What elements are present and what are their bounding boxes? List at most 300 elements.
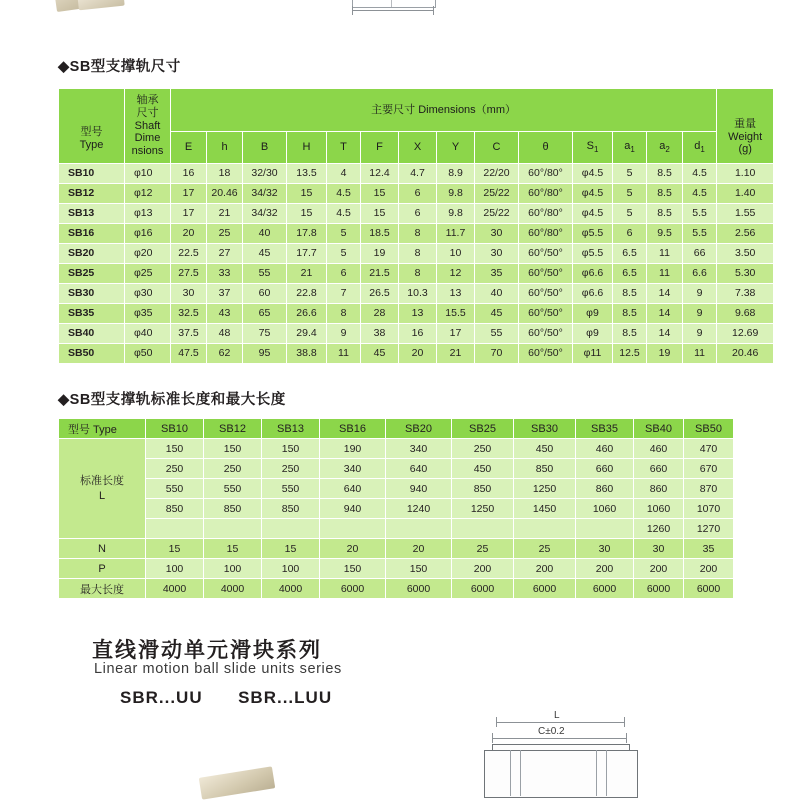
- cell-C: 35: [475, 264, 519, 284]
- drawing-inner-line-2: [520, 750, 521, 796]
- cell-length: 1240: [386, 499, 452, 519]
- cell-E: 30: [171, 284, 207, 304]
- cell-length: [514, 519, 576, 539]
- cell-B: 34/32: [243, 184, 287, 204]
- cell-X: 8: [399, 264, 437, 284]
- cell-type: SB10: [59, 164, 125, 184]
- drawing-label-L: L: [554, 710, 560, 721]
- cell-length: 550: [146, 479, 204, 499]
- th-S1: $S_1$: [573, 132, 613, 164]
- top-drawing-dimension-line: [352, 10, 434, 11]
- cell-T: 6: [327, 264, 361, 284]
- cell-P: 200: [576, 559, 634, 579]
- cell-Y: 9.8: [437, 184, 475, 204]
- cell-F: 19: [361, 244, 399, 264]
- cell-weight: 7.38: [717, 284, 774, 304]
- cell-a1: 6: [613, 224, 647, 244]
- cell-shaft: φ35: [125, 304, 171, 324]
- table-row: [59, 184, 774, 204]
- cell-max: 6000: [386, 579, 452, 599]
- cell-a2: 8.5: [647, 164, 683, 184]
- cell-shaft: φ30: [125, 284, 171, 304]
- section-title-support-rail-lengths: ◆SB型支撑轨标准长度和最大长度: [58, 392, 286, 408]
- cell-d1: 4.5: [683, 164, 717, 184]
- cell-C: 22/20: [475, 164, 519, 184]
- cell-a2: 8.5: [647, 204, 683, 224]
- cell-C: 30: [475, 244, 519, 264]
- cell-length: 1060: [576, 499, 634, 519]
- th-X: X: [399, 132, 437, 164]
- cell-T: 11: [327, 344, 361, 364]
- cell-E: 27.5: [171, 264, 207, 284]
- cell-length: 850: [452, 479, 514, 499]
- cell-H: 15: [287, 204, 327, 224]
- th-Y: Y: [437, 132, 475, 164]
- th-dimensions-group: 主要尺寸 Dimensions（mm）: [171, 89, 717, 132]
- drawing-dim-line-L: [496, 722, 624, 723]
- th-T: T: [327, 132, 361, 164]
- cell-max: 4000: [262, 579, 320, 599]
- cell-H: 17.7: [287, 244, 327, 264]
- table-row: [59, 244, 774, 264]
- table-row: [59, 344, 774, 364]
- cell-B: 65: [243, 304, 287, 324]
- cell-theta: 60°/50°: [519, 304, 573, 324]
- cell-C: 55: [475, 324, 519, 344]
- cell-length: 250: [146, 459, 204, 479]
- cell-weight: 12.69: [717, 324, 774, 344]
- cell-shaft: φ16: [125, 224, 171, 244]
- support-rail-length-table: [58, 418, 734, 599]
- cell-Y: 21: [437, 344, 475, 364]
- cell-type: SB12: [59, 184, 125, 204]
- th-type-sb10: SB10: [146, 419, 204, 439]
- table-row: [59, 459, 734, 479]
- th-type-sb12: SB12: [204, 419, 262, 439]
- bottom-title-en: Linear motion ball slide units series: [94, 661, 342, 677]
- section-title-support-rail-dimensions: ◆SB型支撑轨尺寸: [58, 59, 181, 75]
- cell-d1: 5.5: [683, 204, 717, 224]
- cell-H: 15: [287, 184, 327, 204]
- cell-S1: φ9: [573, 304, 613, 324]
- table-row: [59, 439, 734, 459]
- cell-a1: 5: [613, 204, 647, 224]
- cell-weight: 20.46: [717, 344, 774, 364]
- th-C: C: [475, 132, 519, 164]
- cell-length: 1260: [634, 519, 684, 539]
- cell-h: 48: [207, 324, 243, 344]
- cell-T: 8: [327, 304, 361, 324]
- cell-T: 4.5: [327, 204, 361, 224]
- cell-S1: φ4.5: [573, 164, 613, 184]
- cell-H: 17.8: [287, 224, 327, 244]
- cell-shaft: φ12: [125, 184, 171, 204]
- cell-N: 15: [146, 539, 204, 559]
- cell-length: 250: [262, 459, 320, 479]
- cell-shaft: φ10: [125, 164, 171, 184]
- th-E: E: [171, 132, 207, 164]
- cell-shaft: φ50: [125, 344, 171, 364]
- cell-length: 1250: [452, 499, 514, 519]
- cell-B: 32/30: [243, 164, 287, 184]
- top-drawing-tick-left: [352, 6, 353, 15]
- cell-Y: 8.9: [437, 164, 475, 184]
- cell-E: 37.5: [171, 324, 207, 344]
- cell-P: 200: [514, 559, 576, 579]
- th-a1: $a_1$: [613, 132, 647, 164]
- cell-d1: 5.5: [683, 224, 717, 244]
- cell-S1: φ4.5: [573, 184, 613, 204]
- th-d1: $d_1$: [683, 132, 717, 164]
- th-type-sb40: SB40: [634, 419, 684, 439]
- cell-N: 25: [514, 539, 576, 559]
- cell-a1: 8.5: [613, 324, 647, 344]
- drawing-tick-C-right: [626, 733, 627, 743]
- cell-H: 22.8: [287, 284, 327, 304]
- top-image-strip: [0, 0, 790, 40]
- th-type-sb20: SB20: [386, 419, 452, 439]
- cell-N: 30: [634, 539, 684, 559]
- th-type-sb35: SB35: [576, 419, 634, 439]
- cell-P: 100: [146, 559, 204, 579]
- th-type-sb50: SB50: [684, 419, 734, 439]
- standard-length-symbol: L: [98, 489, 106, 502]
- drawing-label-C: C±0.2: [538, 726, 565, 737]
- cell-H: 29.4: [287, 324, 327, 344]
- cell-max: 6000: [320, 579, 386, 599]
- cell-shaft: φ13: [125, 204, 171, 224]
- cell-length: 850: [146, 499, 204, 519]
- th-B: B: [243, 132, 287, 164]
- cell-length: 860: [576, 479, 634, 499]
- bottom-product-codes: [120, 688, 332, 708]
- cell-X: 6: [399, 204, 437, 224]
- table-row: [59, 224, 774, 244]
- cell-length: 450: [514, 439, 576, 459]
- th-type-label: 型号 Type: [59, 419, 146, 439]
- cell-N: 25: [452, 539, 514, 559]
- cell-h: 27: [207, 244, 243, 264]
- cell-X: 13: [399, 304, 437, 324]
- cell-length: 1270: [684, 519, 734, 539]
- cell-S1: φ6.6: [573, 284, 613, 304]
- cell-E: 20: [171, 224, 207, 244]
- drawing-inner-line-3: [596, 750, 597, 796]
- cell-N-label: N: [59, 539, 146, 559]
- cell-weight: 5.30: [717, 264, 774, 284]
- cell-length: 150: [204, 439, 262, 459]
- cell-C: 30: [475, 224, 519, 244]
- cell-Y: 13: [437, 284, 475, 304]
- cell-length: 850: [262, 499, 320, 519]
- support-rail-dimensions-body: [59, 164, 774, 364]
- cell-a2: 11: [647, 264, 683, 284]
- cell-length: 1070: [684, 499, 734, 519]
- cell-d1: 9: [683, 324, 717, 344]
- table-row: [59, 559, 734, 579]
- cell-X: 8: [399, 224, 437, 244]
- cell-S1: φ5.5: [573, 244, 613, 264]
- cell-type: SB25: [59, 264, 125, 284]
- drawing-inner-line-4: [606, 750, 607, 796]
- cell-length: [204, 519, 262, 539]
- cell-theta: 60°/50°: [519, 324, 573, 344]
- cell-a1: 8.5: [613, 284, 647, 304]
- cell-B: 75: [243, 324, 287, 344]
- bottom-title-cn: 直线滑动单元滑块系列: [92, 639, 322, 662]
- cell-length: 940: [386, 479, 452, 499]
- drawing-tick-L-left: [496, 717, 497, 727]
- cell-max: 6000: [576, 579, 634, 599]
- cell-length: [386, 519, 452, 539]
- cell-N: 30: [576, 539, 634, 559]
- cell-standard-length-label: [59, 439, 146, 539]
- table-row: [59, 324, 774, 344]
- cell-F: 15: [361, 184, 399, 204]
- cell-length: 460: [634, 439, 684, 459]
- cell-T: 7: [327, 284, 361, 304]
- cell-Y: 10: [437, 244, 475, 264]
- cell-a1: 8.5: [613, 304, 647, 324]
- cell-length: 150: [146, 439, 204, 459]
- cell-Y: 17: [437, 324, 475, 344]
- code-luu: SBR...LUU: [238, 688, 333, 707]
- cell-X: 20: [399, 344, 437, 364]
- cell-length: 640: [320, 479, 386, 499]
- cell-length: 340: [320, 459, 386, 479]
- cell-X: 8: [399, 244, 437, 264]
- cell-F: 28: [361, 304, 399, 324]
- cell-length: 1250: [514, 479, 576, 499]
- bottom-technical-drawing: [470, 712, 702, 790]
- support-rail-length-body: [59, 439, 734, 599]
- cell-length: 550: [262, 479, 320, 499]
- cell-length: 660: [634, 459, 684, 479]
- table-row: [59, 519, 734, 539]
- cell-C: 25/22: [475, 204, 519, 224]
- cell-weight: 2.56: [717, 224, 774, 244]
- cell-length: 460: [576, 439, 634, 459]
- table-row: [59, 164, 774, 184]
- cell-length: 550: [204, 479, 262, 499]
- table-row: [59, 579, 734, 599]
- cell-a1: 6.5: [613, 264, 647, 284]
- table-row: [59, 204, 774, 224]
- cell-N: 15: [262, 539, 320, 559]
- cell-length: 870: [684, 479, 734, 499]
- cell-B: 45: [243, 244, 287, 264]
- cell-length: 640: [386, 459, 452, 479]
- th-theta: θ: [519, 132, 573, 164]
- cell-max: 6000: [634, 579, 684, 599]
- cell-length: 1450: [514, 499, 576, 519]
- cell-theta: 60°/50°: [519, 344, 573, 364]
- cell-length: 860: [634, 479, 684, 499]
- th-type-sb25: SB25: [452, 419, 514, 439]
- cell-length: 670: [684, 459, 734, 479]
- cell-S1: φ6.6: [573, 264, 613, 284]
- cell-P: 200: [634, 559, 684, 579]
- cell-N: 35: [684, 539, 734, 559]
- th-h: h: [207, 132, 243, 164]
- table-row: [59, 264, 774, 284]
- top-technical-drawing: [352, 0, 436, 8]
- cell-length: 150: [262, 439, 320, 459]
- cell-length: 450: [452, 459, 514, 479]
- cell-N: 20: [386, 539, 452, 559]
- cell-P: 200: [452, 559, 514, 579]
- bottom-product-photo: [199, 766, 276, 799]
- cell-T: 4.5: [327, 184, 361, 204]
- cell-S1: φ5.5: [573, 224, 613, 244]
- cell-h: 62: [207, 344, 243, 364]
- cell-X: 10.3: [399, 284, 437, 304]
- cell-weight: 1.10: [717, 164, 774, 184]
- cell-h: 43: [207, 304, 243, 324]
- cell-P: 200: [684, 559, 734, 579]
- th-type-sb30: SB30: [514, 419, 576, 439]
- cell-a2: 9.5: [647, 224, 683, 244]
- cell-shaft: φ40: [125, 324, 171, 344]
- th-a2: $a_2$: [647, 132, 683, 164]
- drawing-tick-C-left: [492, 733, 493, 743]
- cell-length: [320, 519, 386, 539]
- cell-T: 4: [327, 164, 361, 184]
- cell-max: 4000: [146, 579, 204, 599]
- cell-F: 12.4: [361, 164, 399, 184]
- cell-E: 47.5: [171, 344, 207, 364]
- cell-max: 4000: [204, 579, 262, 599]
- cell-a2: 14: [647, 284, 683, 304]
- cell-B: 40: [243, 224, 287, 244]
- table-row: [59, 539, 734, 559]
- cell-h: 37: [207, 284, 243, 304]
- cell-E: 22.5: [171, 244, 207, 264]
- cell-type: SB35: [59, 304, 125, 324]
- cell-length: 940: [320, 499, 386, 519]
- cell-d1: 6.6: [683, 264, 717, 284]
- cell-N: 20: [320, 539, 386, 559]
- cell-theta: 60°/80°: [519, 224, 573, 244]
- cell-X: 16: [399, 324, 437, 344]
- cell-max: 6000: [684, 579, 734, 599]
- cell-h: 21: [207, 204, 243, 224]
- cell-type: SB16: [59, 224, 125, 244]
- cell-P-label: P: [59, 559, 146, 579]
- cell-max-length-label: 最大长度: [59, 579, 146, 599]
- cell-theta: 60°/50°: [519, 284, 573, 304]
- cell-theta: 60°/50°: [519, 244, 573, 264]
- cell-h: 20.46: [207, 184, 243, 204]
- cell-weight: 1.55: [717, 204, 774, 224]
- cell-a2: 11: [647, 244, 683, 264]
- cell-weight: 9.68: [717, 304, 774, 324]
- th-type-sb13: SB13: [262, 419, 320, 439]
- code-uu: SBR...UU: [120, 688, 203, 707]
- cell-weight: 3.50: [717, 244, 774, 264]
- cell-h: 18: [207, 164, 243, 184]
- cell-F: 45: [361, 344, 399, 364]
- cell-theta: 60°/80°: [519, 184, 573, 204]
- cell-d1: 4.5: [683, 184, 717, 204]
- cell-theta: 60°/80°: [519, 204, 573, 224]
- cell-X: 6: [399, 184, 437, 204]
- table-row: [59, 479, 734, 499]
- cell-C: 45: [475, 304, 519, 324]
- cell-E: 32.5: [171, 304, 207, 324]
- drawing-inner-line-1: [510, 750, 511, 796]
- cell-a2: 8.5: [647, 184, 683, 204]
- cell-P: 150: [320, 559, 386, 579]
- cell-Y: 15.5: [437, 304, 475, 324]
- cell-length: [452, 519, 514, 539]
- cell-F: 26.5: [361, 284, 399, 304]
- cell-max: 6000: [452, 579, 514, 599]
- cell-P: 150: [386, 559, 452, 579]
- cell-E: 16: [171, 164, 207, 184]
- table-row: [59, 304, 774, 324]
- cell-length: 250: [452, 439, 514, 459]
- cell-length: [146, 519, 204, 539]
- cell-X: 4.7: [399, 164, 437, 184]
- cell-a1: 5: [613, 184, 647, 204]
- cell-N: 15: [204, 539, 262, 559]
- cell-a2: 19: [647, 344, 683, 364]
- cell-max: 6000: [514, 579, 576, 599]
- th-type: 型号 Type: [59, 89, 125, 164]
- cell-B: 34/32: [243, 204, 287, 224]
- cell-H: 13.5: [287, 164, 327, 184]
- cell-a1: 6.5: [613, 244, 647, 264]
- table-row: [59, 499, 734, 519]
- cell-length: 250: [204, 459, 262, 479]
- cell-d1: 9: [683, 304, 717, 324]
- cell-H: 26.6: [287, 304, 327, 324]
- cell-theta: 60°/50°: [519, 264, 573, 284]
- cell-type: SB40: [59, 324, 125, 344]
- drawing-tick-L-right: [624, 717, 625, 727]
- cell-P: 100: [204, 559, 262, 579]
- cell-C: 25/22: [475, 184, 519, 204]
- cell-F: 38: [361, 324, 399, 344]
- cell-d1: 9: [683, 284, 717, 304]
- cell-T: 9: [327, 324, 361, 344]
- cell-length: [262, 519, 320, 539]
- cell-shaft: φ25: [125, 264, 171, 284]
- th-type-sb16: SB16: [320, 419, 386, 439]
- cell-length: 190: [320, 439, 386, 459]
- cell-length: 850: [204, 499, 262, 519]
- th-H: H: [287, 132, 327, 164]
- cell-d1: 66: [683, 244, 717, 264]
- cell-length: 340: [386, 439, 452, 459]
- cell-F: 21.5: [361, 264, 399, 284]
- cell-Y: 12: [437, 264, 475, 284]
- th-weight: 重量 Weight (g): [717, 89, 774, 164]
- cell-type: SB50: [59, 344, 125, 364]
- cell-h: 33: [207, 264, 243, 284]
- cell-B: 60: [243, 284, 287, 304]
- cell-E: 17: [171, 204, 207, 224]
- cell-S1: φ4.5: [573, 204, 613, 224]
- cell-H: 38.8: [287, 344, 327, 364]
- top-drawing-tick-right: [433, 6, 434, 15]
- top-product-photo-secondary: [77, 0, 124, 10]
- cell-length: 1060: [634, 499, 684, 519]
- cell-h: 25: [207, 224, 243, 244]
- cell-a2: 14: [647, 304, 683, 324]
- cell-H: 21: [287, 264, 327, 284]
